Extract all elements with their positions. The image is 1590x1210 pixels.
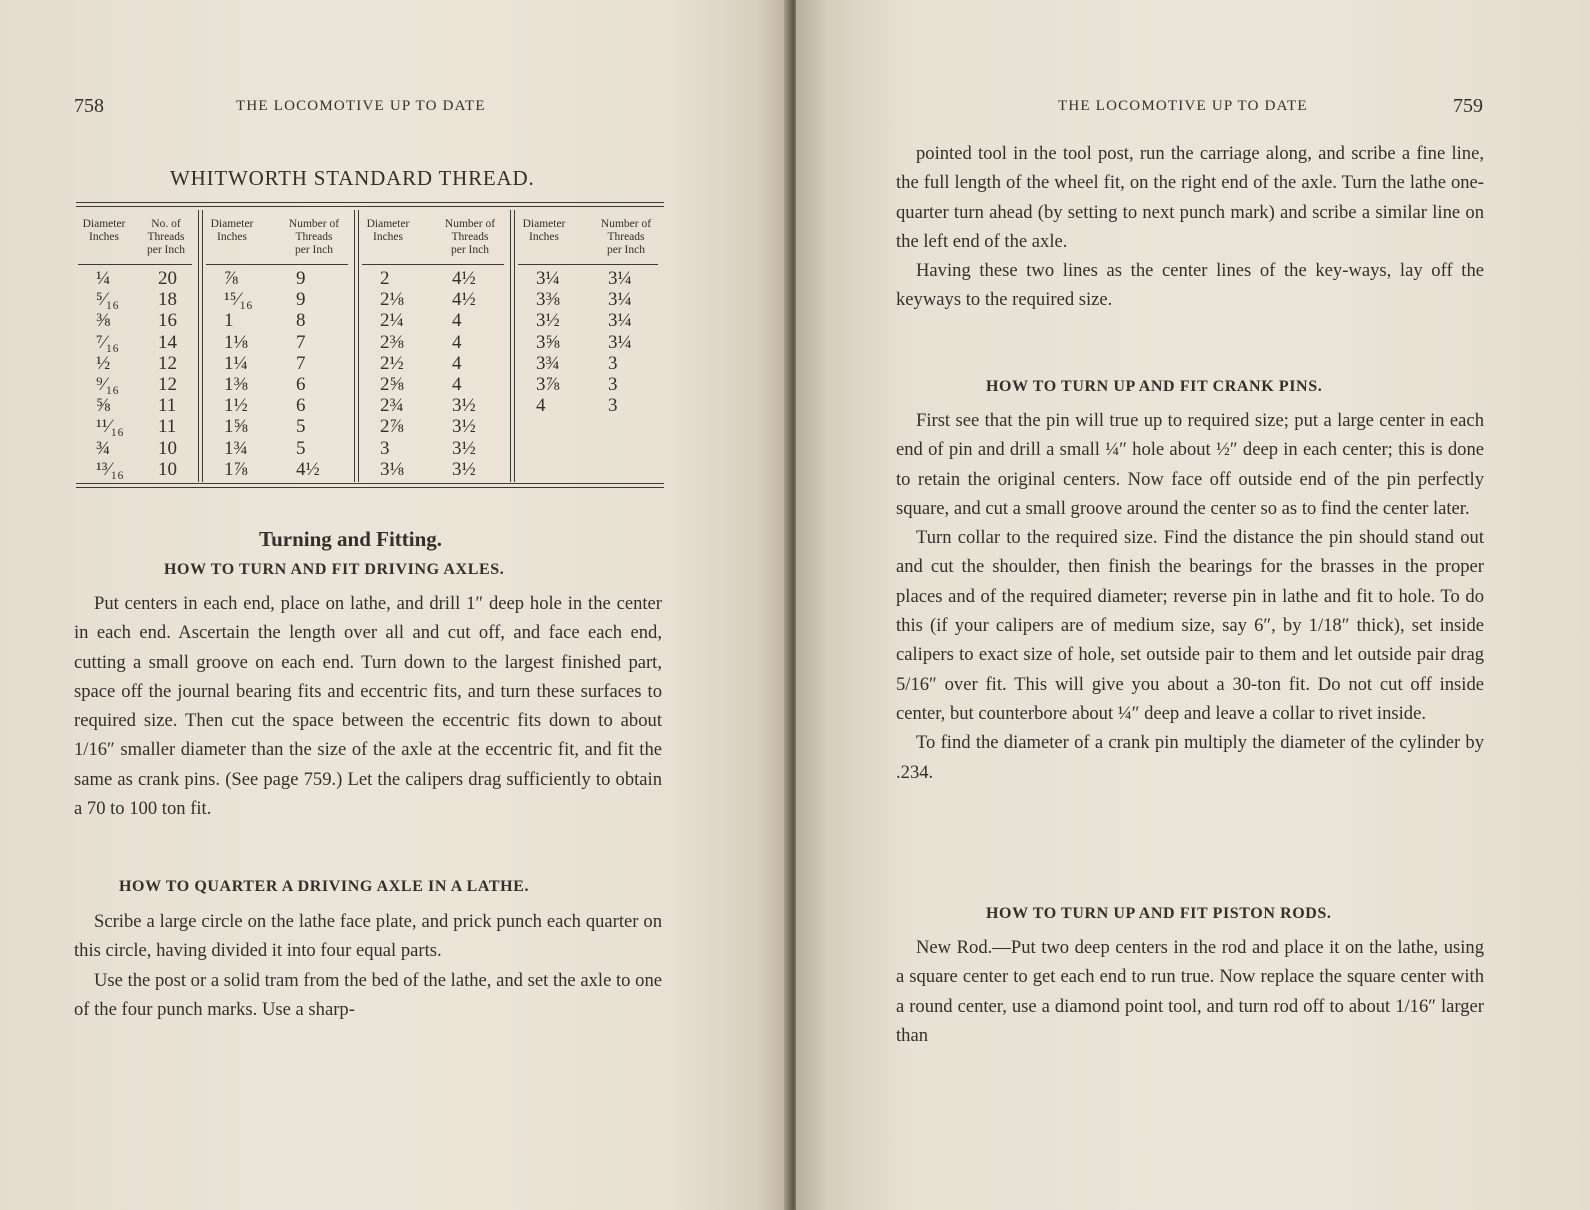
diameter-cell: 1⅛ [224, 331, 248, 353]
paragraph: To find the diameter of a crank pin multiply the diameter of the cylinder by .234. [896, 732, 1484, 783]
right-page [796, 0, 1590, 1210]
paragraph: New Rod.—Put two deep centers in the rod and place it on the lathe, using a square center to get each end to run true. Now replace the square center with a round center, use a diamond point tool, and turn rod off to about 1/16″ larger than [896, 937, 1484, 1046]
diameter-cell: 2⅛ [380, 289, 404, 311]
column-header-line: Inches [528, 231, 559, 243]
column-header-line: Diameter [522, 218, 566, 230]
column-header [586, 218, 666, 257]
threads-cell: 12 [158, 374, 177, 395]
diameter-cell: 1½ [224, 395, 248, 417]
threads-cell: 9 [296, 268, 306, 289]
sec4-title: HOW TO TURN UP AND FIT PISTON RODS. [986, 905, 1332, 922]
paragraph: First see that the pin will true up to required size; put a large center in each end of pin and drill a small ¼″ hole about ½″ deep in each center; this is done to retain the original centers. Now face off outside end of the pin perfectly square, and cut a small groove around the center so as to find the center later. [896, 410, 1484, 519]
running-head: THE LOCOMOTIVE UP TO DATE [1058, 98, 1308, 114]
sec2-title: HOW TO QUARTER A DRIVING AXLE IN A LATHE. [119, 878, 530, 895]
diameter-cell: 3 [380, 437, 390, 459]
table-column-divider [354, 210, 355, 482]
section-title: Turning and Fitting. [259, 527, 443, 551]
threads-cell: 5 [296, 437, 306, 459]
diameter-cell: 3⅝ [536, 331, 560, 353]
column-header-line: per Inch [147, 244, 185, 256]
table-column-divider [510, 210, 511, 482]
diameter-cell: 3⅞ [536, 374, 560, 395]
threads-cell: 16 [158, 310, 177, 332]
column-header-line: Threads [147, 231, 185, 243]
column-header-line: per Inch [607, 244, 645, 256]
diameter-cell: 2¾ [380, 395, 404, 417]
column-header-line: per Inch [295, 244, 333, 256]
column-header [358, 218, 418, 244]
column-header-line: Threads [451, 231, 489, 243]
header-rule [362, 264, 504, 265]
diameter-cell: ¹¹⁄₁₆ [96, 416, 124, 438]
running-head: THE LOCOMOTIVE UP TO DATE [236, 98, 486, 114]
sec1-body [74, 589, 662, 823]
diameter-cell: ⅜ [96, 310, 111, 332]
threads-cell: 3 [608, 352, 618, 374]
threads-cell: 18 [158, 289, 177, 311]
left-page [0, 0, 788, 1210]
column-header-line: Number of [288, 218, 340, 230]
column-header-line: Threads [295, 231, 333, 243]
diameter-cell: ¹³⁄₁₆ [96, 458, 124, 480]
table-top-rule [76, 202, 664, 203]
sec1-title: HOW TO TURN AND FIT DRIVING AXLES. [164, 561, 505, 578]
threads-cell: 3¼ [608, 310, 632, 332]
column-header-line: Inches [372, 231, 403, 243]
threads-cell: 4 [452, 374, 462, 395]
diameter-cell: 2⅝ [380, 374, 404, 395]
threads-cell: 4½ [296, 458, 320, 480]
column-header-line: Diameter [366, 218, 410, 230]
threads-cell: 4 [452, 352, 462, 374]
threads-cell: 14 [158, 331, 177, 353]
threads-cell: 4 [452, 310, 462, 332]
threads-cell: 8 [296, 310, 306, 332]
paragraph: Turn collar to the required size. Find the distance the pin should stand out and cut the shoulder, then finish the bearings for the brasses in the proper places and of the required diameter; reverse pin in lathe and fit to hole. To do this (if your calipers are of medium size, say 6″, by 1/18″ thick), set inside calipers to exact size of hole, set outside pair to them and let outside pair drag 5/16″ over fit. This will give you about a 30-ton fit. Do not cut off inside center, but counterbore about ¼″ deep and leave a collar to rivet inside. [896, 527, 1484, 724]
threads-cell: 7 [296, 331, 306, 353]
threads-cell: 11 [158, 395, 177, 417]
threads-cell: 4½ [452, 268, 476, 289]
paragraph: Use the post or a solid tram from the bed of the lathe, and set the axle to one of the four punch marks. Use a sharp- [74, 969, 662, 1020]
diameter-cell: ½ [96, 352, 111, 374]
sec3-title: HOW TO TURN UP AND FIT CRANK PINS. [986, 378, 1323, 395]
diameter-cell: ¾ [96, 437, 111, 459]
paragraph: pointed tool in the tool post, run the carriage along, and scribe a fine line, the full length of the wheel fit, on the right end of the axle. Turn the lathe one-quarter turn ahead (by setting to next punch mark) and scribe a similar line on the left end of the axle. [896, 143, 1484, 252]
column-header [138, 218, 194, 257]
header-rule [78, 264, 192, 265]
threads-cell: 3½ [452, 395, 476, 417]
threads-cell: 10 [158, 458, 177, 480]
diameter-cell: 2¼ [380, 310, 404, 332]
diameter-cell: ⁹⁄₁₆ [96, 374, 120, 395]
column-header [74, 218, 134, 244]
diameter-cell: 3⅛ [380, 458, 404, 480]
diameter-cell: 1⅝ [224, 416, 248, 438]
column-header-line: per Inch [451, 244, 489, 256]
column-header [430, 218, 510, 257]
column-header-line: Diameter [82, 218, 126, 230]
threads-cell: 3¼ [608, 331, 632, 353]
threads-cell: 3¼ [608, 268, 632, 289]
header-rule [206, 264, 348, 265]
column-header-line: Number of [600, 218, 652, 230]
column-header [274, 218, 354, 257]
diameter-cell: 3½ [536, 310, 560, 332]
column-header-line: Diameter [210, 218, 254, 230]
diameter-cell: 1¾ [224, 437, 248, 459]
whitworth-thread-table [76, 202, 664, 488]
paragraph: Having these two lines as the center lines of the key-ways, lay off the keyways to the required size. [896, 260, 1484, 311]
sec2-body [74, 907, 662, 1024]
threads-cell: 3½ [452, 437, 476, 459]
table-bottom-rule [76, 483, 664, 484]
table-title: WHITWORTH STANDARD THREAD. [170, 166, 535, 190]
header-rule [518, 264, 658, 265]
diameter-cell: 4 [536, 395, 546, 417]
sec3-body [896, 406, 1484, 787]
threads-cell: 11 [158, 416, 177, 438]
column-header [514, 218, 574, 244]
column-header-line: Inches [216, 231, 247, 243]
diameter-cell: 3⅜ [536, 289, 560, 311]
column-header-line: Threads [607, 231, 645, 243]
diameter-cell: 1⅜ [224, 374, 248, 395]
paragraph: Put centers in each end, place on lathe, and drill 1″ deep hole in the center in each end. Ascertain the length over all and cut off, and face each end, cutting a small groove on each end. Turn down to the largest finished part, space off the journal bearing fits and eccentric fits, and turn these surfaces to required size. Then cut the space between the eccentric fits down to about 1/16″ smaller diameter than the size of the axle at the eccentric fit, and fit the same as crank pins. (See page 759.) Let the calipers drag sufficiently to obtain a 70 to 100 ton fit. [74, 593, 662, 820]
diameter-cell: 2 [380, 268, 390, 289]
table-top-rule-2 [76, 206, 664, 207]
diameter-cell: ⁷⁄₁₆ [96, 331, 120, 353]
diameter-cell: 1¼ [224, 352, 248, 374]
diameter-cell: 1⅞ [224, 458, 248, 480]
table-bottom-rule-2 [76, 487, 664, 488]
table-column-divider [514, 210, 515, 482]
column-header-line: Inches [88, 231, 119, 243]
threads-cell: 12 [158, 352, 177, 374]
column-header [202, 218, 262, 244]
diameter-cell: 1 [224, 310, 234, 332]
sec4-body [896, 933, 1484, 1050]
paragraph: Scribe a large circle on the lathe face plate, and prick punch each quarter on this circle, having divided it into four equal parts. [74, 911, 662, 962]
diameter-cell: ¼ [96, 268, 111, 289]
threads-cell: 3¼ [608, 289, 632, 311]
threads-cell: 6 [296, 395, 306, 417]
diameter-cell: 2½ [380, 352, 404, 374]
diameter-cell: 3¼ [536, 268, 560, 289]
threads-cell: 6 [296, 374, 306, 395]
intro-body [896, 139, 1484, 315]
column-header-line: Number of [444, 218, 496, 230]
threads-cell: 3½ [452, 458, 476, 480]
threads-cell: 20 [158, 268, 177, 289]
threads-cell: 3 [608, 395, 618, 417]
threads-cell: 4½ [452, 289, 476, 311]
diameter-cell: ¹⁵⁄₁₆ [224, 289, 253, 311]
threads-cell: 7 [296, 352, 306, 374]
page-number: 759 [1453, 95, 1483, 117]
diameter-cell: ⅝ [96, 395, 111, 417]
table-column-divider [202, 210, 203, 482]
threads-cell: 10 [158, 437, 177, 459]
threads-cell: 5 [296, 416, 306, 438]
diameter-cell: 2⅞ [380, 416, 404, 438]
threads-cell: 3½ [452, 416, 476, 438]
column-header-line: No. of [151, 218, 181, 230]
threads-cell: 4 [452, 331, 462, 353]
diameter-cell: 2⅜ [380, 331, 404, 353]
threads-cell: 9 [296, 289, 306, 311]
diameter-cell: ⅞ [224, 268, 239, 289]
diameter-cell: ⁵⁄₁₆ [96, 289, 120, 311]
page-number: 758 [74, 95, 104, 117]
table-column-divider [198, 210, 199, 482]
diameter-cell: 3¾ [536, 352, 560, 374]
table-column-divider [358, 210, 359, 482]
threads-cell: 3 [608, 374, 618, 395]
